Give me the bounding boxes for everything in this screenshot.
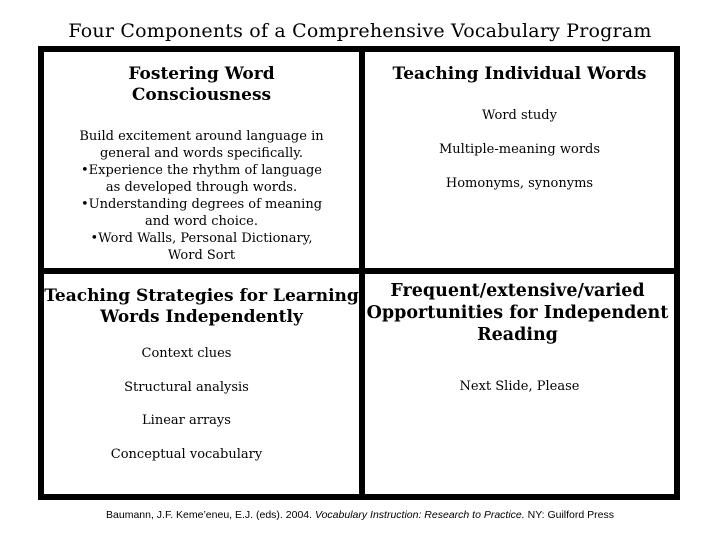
quadrant-heading: Teaching Individual Words — [392, 64, 647, 84]
list-item: Homonyms, synonyms — [445, 176, 594, 191]
list-item: Structural analysis — [124, 380, 249, 395]
body-line: general and words specifically. — [99, 146, 304, 161]
quadrant-independent-reading — [365, 274, 674, 494]
list-item: Word study — [482, 108, 557, 123]
body-line: •Word Walls, Personal Dictionary, — [90, 231, 313, 246]
list-item: Conceptual vocabulary — [110, 447, 263, 462]
list-item: Linear arrays — [142, 413, 231, 428]
citation — [0, 509, 720, 521]
citation-publisher: NY: Guilford Press — [524, 509, 614, 521]
body-line: as developed through words. — [105, 180, 298, 195]
body-line: Word Sort — [167, 248, 236, 263]
heading-line: Opportunities for Independent — [366, 303, 669, 323]
list-item: Multiple-meaning words — [438, 142, 601, 157]
quadrant-strategies — [44, 274, 359, 494]
quadrant-individual-words — [365, 52, 674, 268]
citation-authors: Baumann, J.F. Keme’eneu, E.J. (eds). 2004. — [106, 509, 315, 521]
citation-book-title: Vocabulary Instruction: Research to Practice. — [314, 509, 525, 521]
body-line: •Understanding degrees of meaning — [80, 197, 323, 212]
quadrant-body — [44, 128, 359, 264]
next-slide-text: Next Slide, Please — [459, 379, 580, 394]
body-line: Build excitement around language in — [79, 129, 324, 144]
heading-line: Words Independently — [100, 307, 303, 327]
body-line: •Experience the rhythm of language — [81, 163, 322, 178]
quadrant-heading — [38, 286, 365, 328]
heading-line: Teaching Strategies for Learning — [44, 286, 359, 306]
heading-line: Frequent/extensive/varied — [390, 281, 645, 301]
list-item: Context clues — [141, 346, 232, 361]
quadrant-word-consciousness — [44, 52, 359, 268]
heading-line: Fostering Word — [128, 64, 275, 84]
heading-line: Consciousness — [131, 85, 272, 105]
quadrant-heading — [44, 64, 359, 106]
slide-title: Four Components of a Comprehensive Vocabulary Program — [68, 20, 652, 42]
body-line: and word choice. — [145, 214, 258, 229]
quadrant-heading — [355, 280, 680, 346]
heading-line: Reading — [477, 325, 558, 345]
